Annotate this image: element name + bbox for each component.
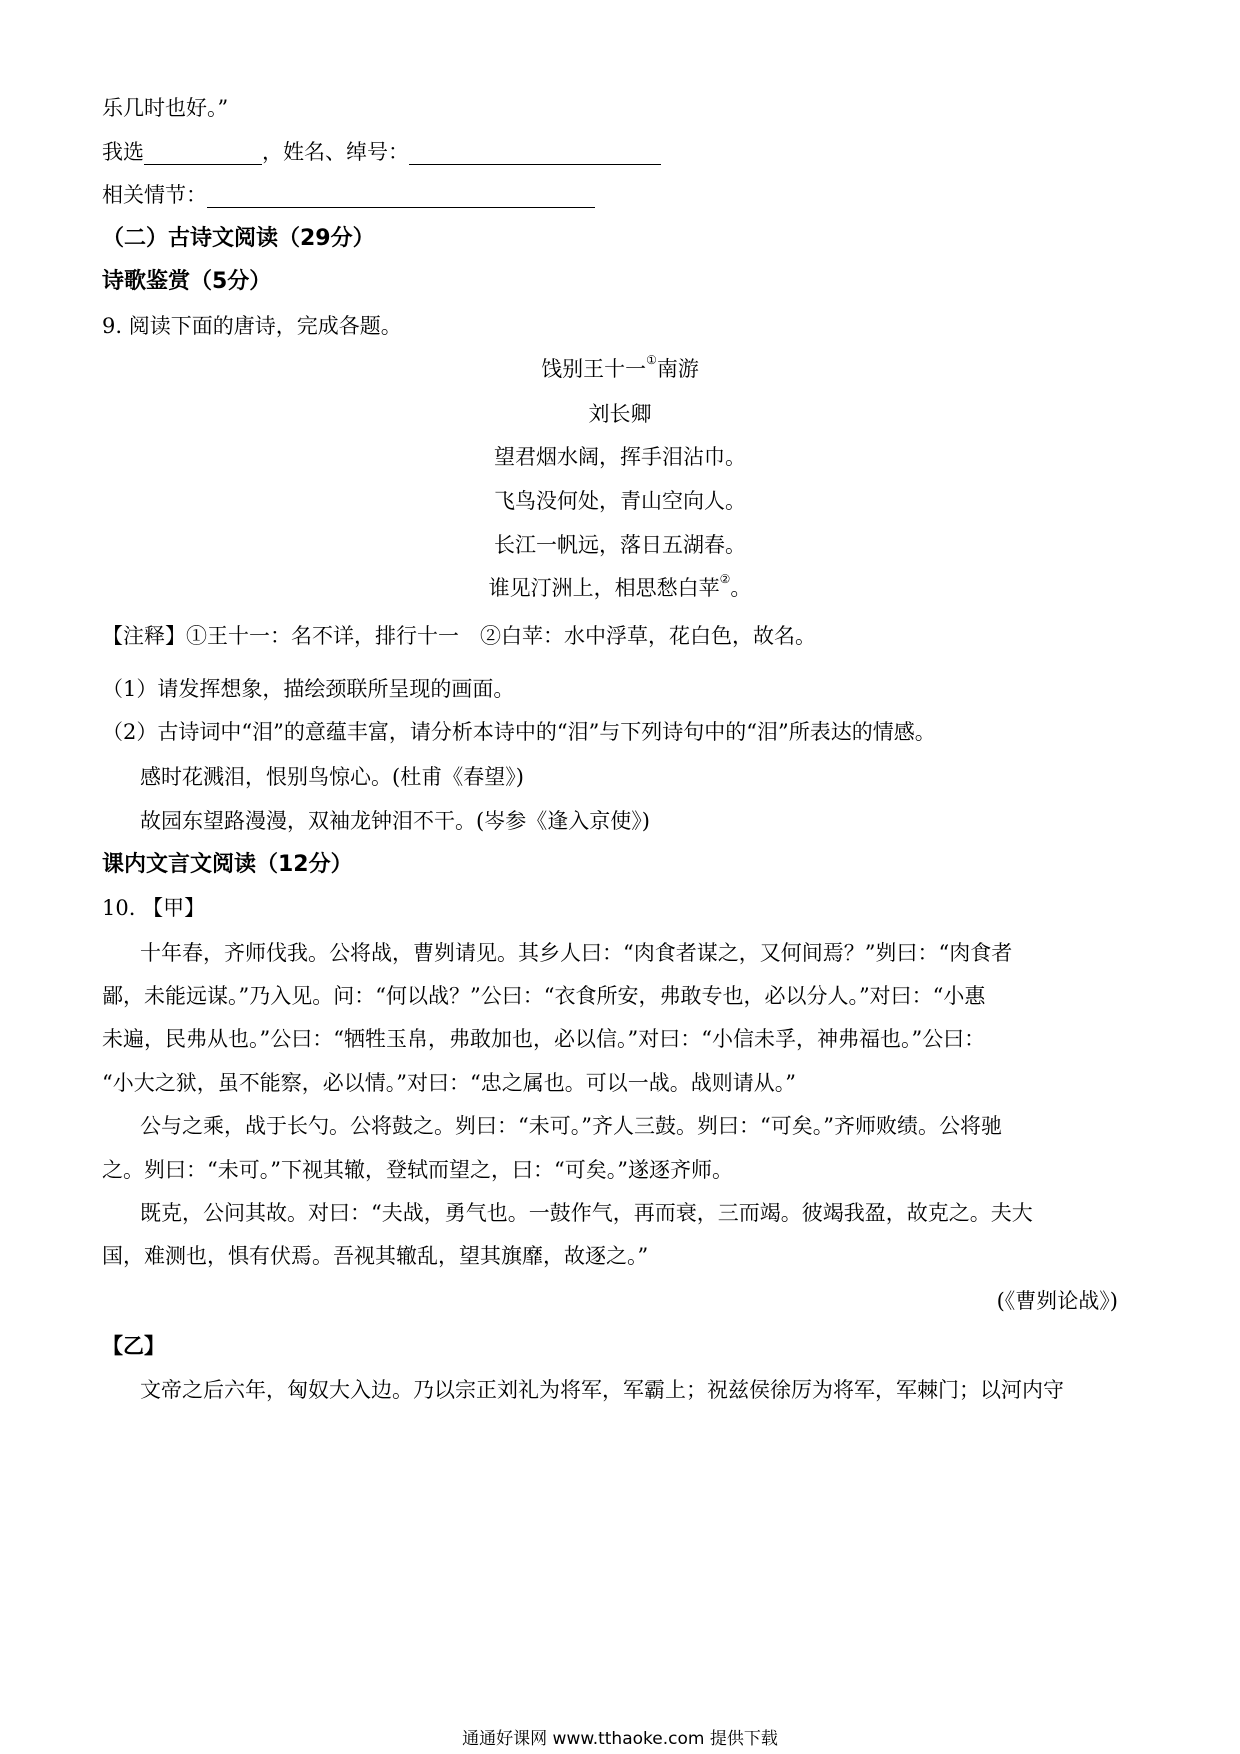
passage-line: 鄙，未能远谋。”乃入见。问：“何以战？”公曰：“衣食所安，弗敢专也，必以分人。”对曰：“小惠 — [102, 984, 986, 1008]
passage-line: 之。刿曰：“未可。”下视其辙，登轼而望之，曰：“可矣。”遂逐齐师。 — [102, 1158, 733, 1182]
footnote-marker: ② — [719, 572, 731, 586]
poem-line: 谁见汀洲上，相思愁白苹②。 — [488, 572, 752, 600]
sub-question-1: （1）请发挥想象，描绘颈联所呈现的画面。 — [102, 677, 515, 701]
sub-question-2: （2）古诗词中“泪”的意蕴丰富，请分析本诗中的“泪”与下列诗句中的“泪”所表达的情感。 — [102, 720, 936, 744]
passage-line: 十年春，齐师伐我。公将战，曹刿请见。其乡人曰：“肉食者谋之，又何间焉？”刿曰：“肉食者 — [140, 941, 1013, 965]
annotation: 【注释】①王十一：名不详，排行十一 ②白苹：水中浮草，花白色，故名。 — [102, 624, 816, 648]
answer-blank-name[interactable] — [409, 142, 661, 165]
passage-line: 既克，公问其故。对曰：“夫战，勇气也。一鼓作气，再而衰，三而竭。彼竭我盈，故克之。夫大 — [140, 1201, 1033, 1225]
section-heading: 诗歌鉴赏（5分） — [102, 269, 272, 294]
label-text: 我选 — [102, 140, 144, 164]
fill-in-line-plot — [102, 183, 595, 208]
passage-line: 公与之乘，战于长勺。公将鼓之。刿曰：“未可。”齐人三鼓。刿曰：“可矣。”齐师败绩。公将驰 — [140, 1114, 1002, 1138]
answer-blank-plot[interactable] — [207, 185, 595, 208]
footnote-marker: ① — [646, 353, 657, 367]
quoted-verse: 故园东望路漫漫，双袖龙钟泪不干。(岑参《逢入京使》) — [140, 809, 650, 833]
question-10: 10. 【甲】 — [102, 896, 206, 920]
passage-line: 未遍，民弗从也。”公曰：“牺牲玉帛，弗敢加也，必以信。”对曰：“小信未孚，神弗福也。”公曰： — [102, 1027, 986, 1051]
passage-line: “小大之狱，虽不能察，必以情。”对曰：“忠之属也。可以一战。战则请从。” — [102, 1071, 796, 1095]
passage-label-yi: 【乙】 — [102, 1334, 165, 1358]
answer-blank-choice[interactable] — [144, 142, 262, 165]
poem-line: 飞鸟没何处，青山空向人。 — [494, 489, 746, 513]
poem-line: 望君烟水阔，挥手泪沾巾。 — [494, 445, 746, 469]
section-heading: （二）古诗文阅读（29分） — [102, 226, 375, 251]
question-9: 9. 阅读下面的唐诗，完成各题。 — [102, 314, 402, 338]
fill-in-line-choice — [102, 140, 661, 165]
poem-title: 饯别王十一①南游 — [541, 353, 699, 381]
label-text: ，姓名、绰号： — [262, 140, 409, 164]
page-footer: 通通好课网 www.tthaoke.com 提供下载 — [462, 1729, 778, 1749]
label-text: 相关情节： — [102, 183, 207, 207]
section-heading: 课内文言文阅读（12分） — [102, 852, 353, 877]
passage-line: 国，难测也，惧有伏焉。吾视其辙乱，望其旗靡，故逐之。” — [102, 1244, 649, 1268]
passage-source: (《曹刿论战》) — [996, 1289, 1118, 1313]
poem-line: 长江一帆远，落日五湖春。 — [494, 533, 746, 557]
quoted-verse: 感时花溅泪，恨别鸟惊心。(杜甫《春望》) — [140, 765, 524, 789]
text-line: 乐几时也好。” — [102, 96, 229, 120]
poem-author: 刘长卿 — [588, 402, 652, 426]
passage-line: 文帝之后六年，匈奴大入边。乃以宗正刘礼为将军，军霸上；祝兹侯徐厉为将军，军棘门；以河内守 — [140, 1378, 1064, 1402]
